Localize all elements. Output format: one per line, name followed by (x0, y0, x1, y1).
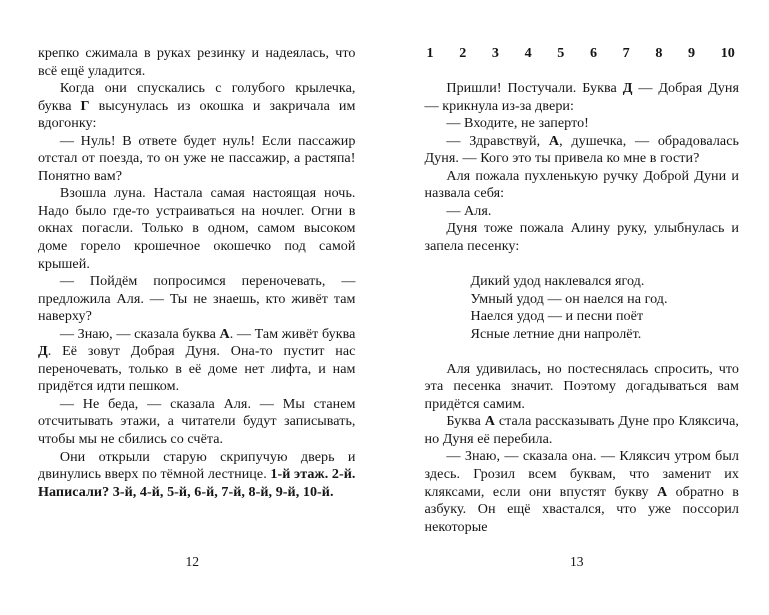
page-right (385, 0, 769, 615)
poem-line: Ясные летние дни напролёт. (470, 325, 642, 342)
number-cell: 4 (524, 45, 532, 61)
page-right-textblock (425, 45, 740, 536)
paragraph: — Знаю, — сказала буква А. — Там живёт буква Д. Её зовут Добрая Дуня. Она-то пустит нас переночевать, только в её доме нет лифта, и нам придётся идти пешком. (38, 325, 356, 395)
number-cell: 5 (557, 45, 565, 61)
number-cell: 1 (426, 45, 434, 61)
paragraph: — Здравствуй, А, душечка, — обрадовалась Дуня. — Кого это ты привела ко мне в гости? (424, 132, 739, 167)
paragraph: Пришли! Постучали. Буква Д — Добрая Дуня — крикнула из-за двери: (424, 80, 739, 114)
paragraph: Аля пожала пухленькую ручку Доброй Дуни и назвала себя: (424, 167, 739, 202)
paragraph: Когда они спускались с голубого крылечка, буква Г высунулась из окошка и закричала им вдогонку: (38, 80, 356, 132)
paragraph: крепко сжимала в руках резинку и надеялась, что всё ещё уладится. (38, 45, 356, 79)
number-cell: 7 (622, 45, 630, 61)
poem-line: Наелся удод — и песни поёт (470, 308, 644, 325)
bold-letter-d: Д (622, 80, 633, 97)
number-cell: 10 (720, 45, 735, 61)
number-row (425, 45, 740, 63)
floor-count-bold: 1-й этаж. 2-й. Написали? 3-й, 4-й, 5-й, 6-й, 7-й, 8-й, 9-й, 10-й. (38, 466, 356, 500)
paragraph: — Входите, не заперто! (446, 115, 589, 132)
number-cell: 3 (491, 45, 499, 61)
paragraph: — Не беда, — сказала Аля. — Мы станем отсчитывать этажи, а читатели будут записывать, чтобы мы не сбились со счёта. (38, 395, 356, 448)
paragraph: — Пойдём попросимся переночевать, — предложила Аля. — Ты не знаешь, кто живёт там наверху? (38, 273, 356, 325)
paragraph: Они открыли старую скрипучую дверь и двинулись вверх по тёмной лестнице. 1-й этаж. 2-й. Написали? 3-й, 4-й, 5-й, 6-й, 7-й, 8-й, 9-й, 10-й. (38, 448, 356, 500)
number-cell: 9 (688, 45, 696, 61)
page-left-textblock (38, 45, 356, 501)
paragraph: — Знаю, — сказала она. — Кляксич утром был здесь. Грозил всем буквам, что заменит их кляксами, если они впустят букву А обратно в азбуку. Он ещё хвастался, что уже поссорил некоторые (424, 448, 739, 535)
bold-letter-g: Г (80, 97, 90, 114)
paragraph: Аля удивилась, но постеснялась спросить, что эта песенка значит. Поэтому догадываться вам придётся самим. (424, 360, 739, 412)
number-cell: 6 (589, 45, 598, 61)
bold-letter-a: А (548, 132, 560, 149)
bold-letter-a: А (219, 325, 230, 342)
folio-page-number: 12 (185, 554, 200, 569)
paragraph: Дуня тоже пожала Алину руку, улыбнулась и запела песенку: (424, 220, 739, 254)
paragraph: — Нуль! В ответе будет нуль! Если пассажир отстал от поезда, то он уже не пассажир, а растяпа! Понятно вам? (38, 132, 356, 184)
bold-letter-a: А (484, 413, 496, 430)
number-cell: 8 (655, 45, 663, 61)
paragraph: Взошла луна. Настала самая настоящая ночь. Надо было где-то устраиваться на ночлег. Огни в окнах погасли. Только в одном, самом высоком доме горело крошечное окошечко под самой крышей. (38, 185, 356, 272)
number-cell: 2 (459, 45, 467, 61)
bold-letter-a: А (656, 483, 668, 500)
folio-page-number: 13 (569, 554, 584, 569)
poem-line: Дикий удод наклевался ягод. (470, 273, 645, 290)
paragraph: — Аля. (446, 202, 492, 219)
paragraph: Буква А стала рассказывать Дуне про Кляксича, но Дуня её перебила. (424, 413, 739, 447)
poem-block (425, 273, 740, 343)
bold-letter-d: Д (38, 343, 48, 360)
poem-line: Умный удод — он наелся на год. (470, 290, 668, 307)
